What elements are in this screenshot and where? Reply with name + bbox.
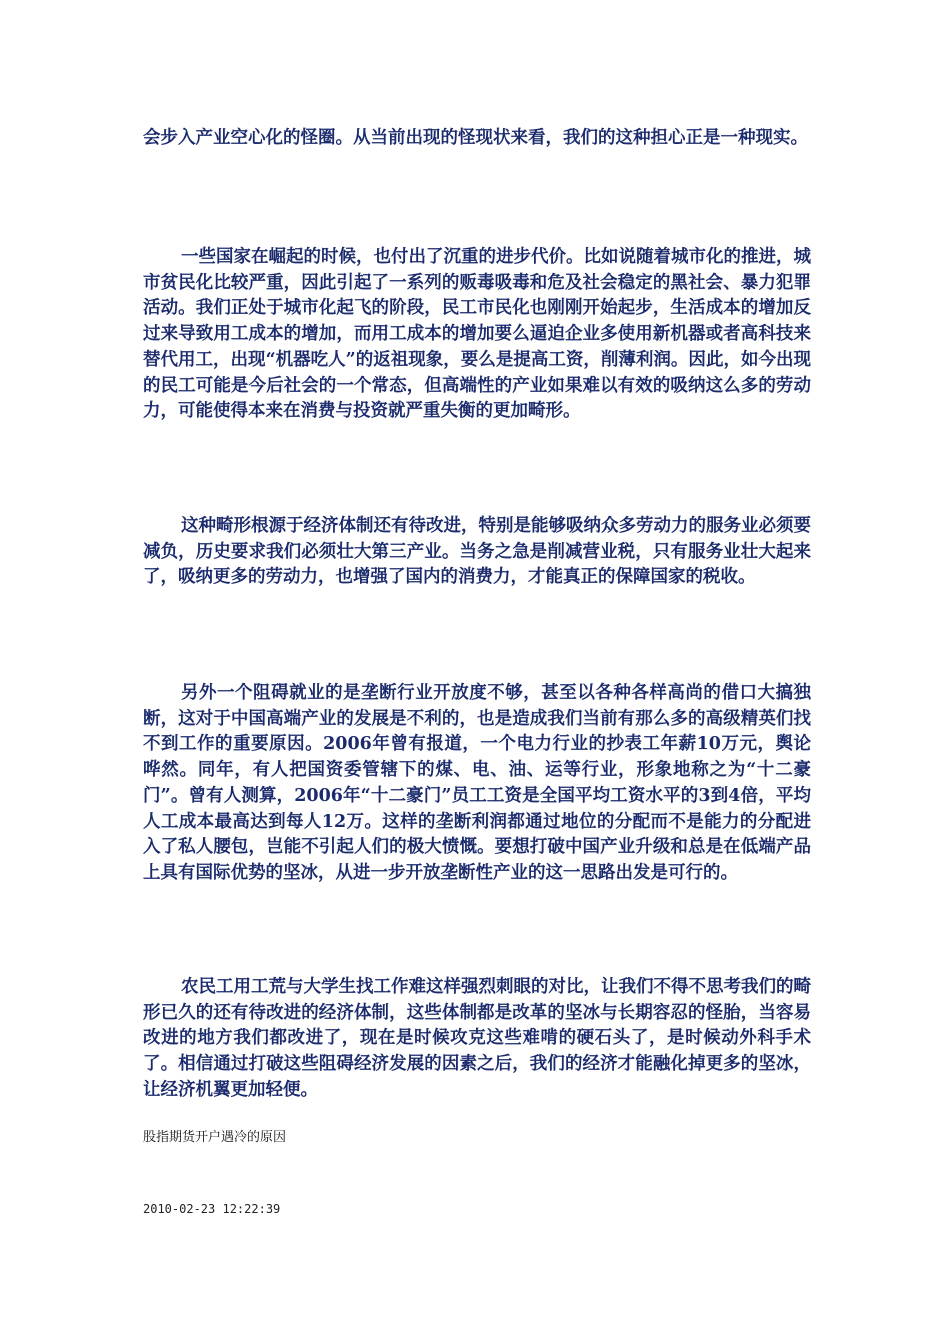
next-article-title: 股指期货开户遇冷的原因 — [143, 1130, 287, 1145]
paragraph-urbanization-cost: 一些国家在崛起的时候，也付出了沉重的进步代价。比如说随着城市化的推进，城市贫民化比较严重，因此引起了一系列的贩毒吸毒和危及社会稳定的黑社会、暴力犯罪活动。我们正处于城市化起飞的阶段，民工市民化也刚刚开始起步，生活成本的增加反过来导致用工成本的增加，而用工成本的增加要么逼迫企业多使用新机器或者高科技来替代用工，出现“机器吃人”的返祖现象，要么是提高工资，削薄利润。因此，如今出现的民工可能是今后社会的一个常态，但高端性的产业如果难以有效的吸纳这么多的劳动力，可能使得本来在消费与投资就严重失衡的更加畸形。 — [143, 247, 811, 422]
paragraph-continuation: 会步入产业空心化的怪圈。从当前出现的怪现状来看，我们的这种担心正是一种现实。 — [143, 128, 808, 148]
paragraph-conclusion: 农民工用工荒与大学生找工作难这样强烈刺眼的对比，让我们不得不思考我们的畸形已久的还有待改进的经济体制，这些体制都是改革的坚冰与长期容忍的怪胎，当容易改进的地方我们都改进了，现在是时候攻克这些难啃的硬石头了，是时候动外科手术了。相信通过打破这些阻碍经济发展的因素之后，我们的经济才能融化掉更多的坚冰，让经济机翼更加轻便。 — [143, 977, 811, 1100]
paragraph-service-industry: 这种畸形根源于经济体制还有待改进，特别是能够吸纳众多劳动力的服务业必须要减负，历史要求我们必须壮大第三产业。当务之急是削减营业税，只有服务业壮大起来了，吸纳更多的劳动力，也增强了国内的消费力，才能真正的保障国家的税收。 — [143, 516, 811, 588]
next-article-timestamp: 2010-02-23 12:22:39 — [143, 1202, 281, 1216]
paragraph-monopoly-industry: 另外一个阻碍就业的是垄断行业开放度不够，甚至以各种各样高尚的借口大搞独断，这对于中国高端产业的发展是不利的，也是造成我们当前有那么多的高级精英们找不到工作的重要原因。2006年曾有报道，一个电力行业的抄表工年薪10万元，舆论哗然。同年，有人把国资委管辖下的煤、电、油、运等行业，形象地称之为“十二豪门”。曾有人测算，2006年“十二豪门”员工工资是全国平均工资水平的3到4倍，平均人工成本最高达到每人12万。这样的垄断利润都通过地位的分配而不是能力的分配进入了私人腰包，岂能不引起人们的极大愤慨。要想打破中国产业升级和总是在低端产品上具有国际优势的坚冰，从进一步开放垄断性产业的这一思路出发是可行的。 — [143, 683, 811, 883]
